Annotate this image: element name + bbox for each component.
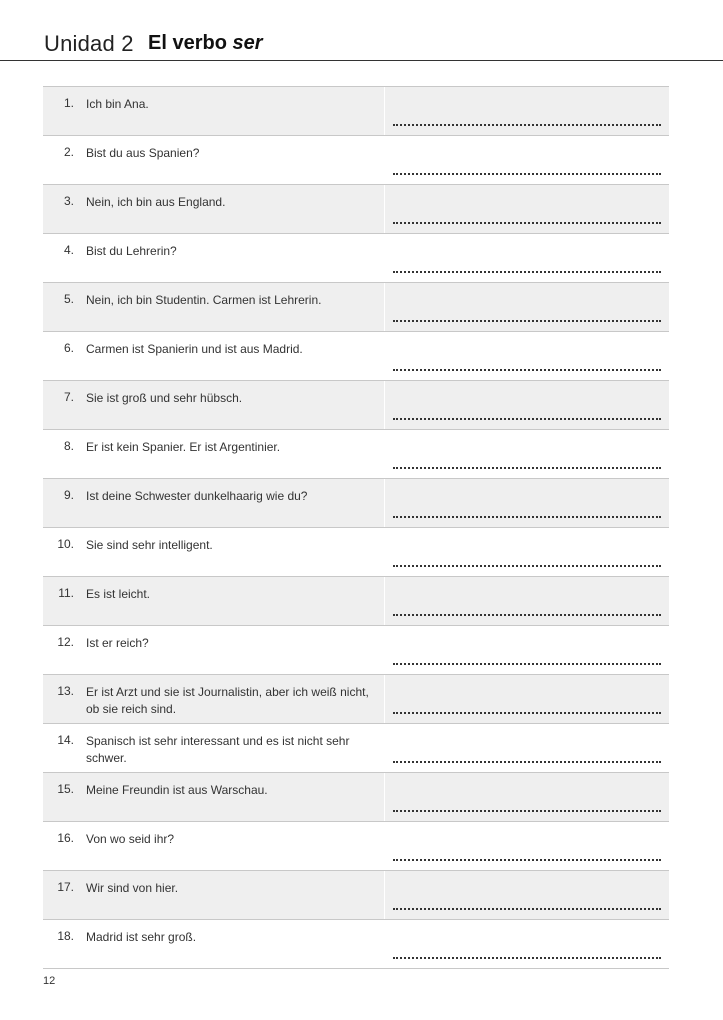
column-divider (384, 87, 385, 135)
exercise-row (43, 577, 669, 626)
exercise-row (43, 136, 669, 185)
column-divider (384, 773, 385, 821)
exercise-sentence: Nein, ich bin aus England. (86, 195, 226, 209)
answer-line[interactable] (393, 369, 661, 371)
column-divider (384, 234, 385, 282)
exercise-sentence: Sie ist groß und sehr hübsch. (86, 391, 243, 405)
exercise-table (43, 86, 669, 969)
exercise-number: 9. (63, 488, 74, 502)
answer-line[interactable] (393, 271, 661, 273)
exercise-row (43, 283, 669, 332)
exercise-row (43, 724, 669, 773)
answer-line[interactable] (393, 614, 661, 616)
answer-line[interactable] (393, 173, 661, 175)
answer-line[interactable] (393, 467, 661, 469)
exercise-number: 6. (63, 341, 74, 355)
exercise-sentence: Es ist leicht. (86, 587, 151, 601)
exercise-sentence: Madrid ist sehr groß. (86, 930, 197, 944)
column-divider (384, 871, 385, 919)
exercise-sentence: Ich bin Ana. (86, 97, 149, 111)
column-divider (384, 528, 385, 576)
answer-line[interactable] (393, 761, 661, 763)
exercise-row (43, 528, 669, 577)
exercise-sentence: Wir sind von hier. (86, 881, 179, 895)
exercise-row (43, 871, 669, 920)
page-title (148, 32, 263, 55)
exercise-sentence: Ist deine Schwester dunkelhaarig wie du? (86, 489, 308, 503)
column-divider (384, 675, 385, 723)
exercise-number: 8. (63, 439, 74, 453)
column-divider (384, 283, 385, 331)
exercise-number: 5. (63, 292, 74, 306)
column-divider (384, 822, 385, 870)
column-divider (384, 332, 385, 380)
answer-line[interactable] (393, 957, 661, 959)
exercise-row (43, 822, 669, 871)
column-divider (384, 136, 385, 184)
exercise-row (43, 626, 669, 675)
exercise-sentence: Nein, ich bin Studentin. Carmen ist Lehrerin. (86, 293, 322, 307)
exercise-row (43, 430, 669, 479)
exercise-sentence: Ist er reich? (86, 636, 149, 650)
exercise-sentence: Meine Freundin ist aus Warschau. (86, 783, 268, 797)
column-divider (384, 724, 385, 772)
exercise-number: 10. (57, 537, 74, 551)
exercise-number: 7. (63, 390, 74, 404)
exercise-number: 18. (57, 929, 74, 943)
exercise-number: 11. (58, 586, 74, 600)
exercise-sentence: Sie sind sehr intelligent. (86, 538, 213, 552)
answer-line[interactable] (393, 418, 661, 420)
exercise-row (43, 234, 669, 283)
exercise-row (43, 381, 669, 430)
exercise-number: 3. (63, 194, 74, 208)
answer-line[interactable] (393, 663, 661, 665)
answer-line[interactable] (393, 908, 661, 910)
answer-line[interactable] (393, 712, 661, 714)
exercise-number: 14. (57, 733, 74, 747)
title-italic: ser (232, 32, 263, 54)
exercise-sentence: Carmen ist Spanierin und ist aus Madrid. (86, 342, 303, 356)
exercise-sentence: Er ist kein Spanier. Er ist Argentinier. (86, 440, 281, 454)
column-divider (384, 920, 385, 968)
answer-line[interactable] (393, 222, 661, 224)
answer-line[interactable] (393, 859, 661, 861)
exercise-number: 2. (63, 145, 74, 159)
column-divider (384, 185, 385, 233)
exercise-sentence: Von wo seid ihr? (86, 832, 175, 846)
exercise-number: 12. (57, 635, 74, 649)
exercise-number: 4. (63, 243, 74, 257)
exercise-sentence: Bist du aus Spanien? (86, 146, 200, 160)
exercise-number: 17. (57, 880, 74, 894)
column-divider (384, 430, 385, 478)
exercise-row (43, 185, 669, 234)
column-divider (384, 479, 385, 527)
exercise-sentence: Bist du Lehrerin? (86, 244, 177, 258)
exercise-row (43, 675, 669, 724)
exercise-number: 16. (57, 831, 74, 845)
title-main: El verbo (148, 32, 233, 54)
exercise-row (43, 479, 669, 528)
unit-label: Unidad 2 (44, 31, 134, 56)
answer-line[interactable] (393, 565, 661, 567)
exercise-row (43, 773, 669, 822)
exercise-number: 1. (63, 96, 74, 110)
exercise-row (43, 920, 669, 969)
answer-line[interactable] (393, 810, 661, 812)
exercise-number: 15. (57, 782, 74, 796)
answer-line[interactable] (393, 320, 661, 322)
exercise-sentence: Spanisch ist sehr interessant und es ist nicht sehr schwer. (86, 734, 350, 765)
column-divider (384, 577, 385, 625)
column-divider (384, 626, 385, 674)
answer-line[interactable] (393, 516, 661, 518)
column-divider (384, 381, 385, 429)
exercise-number: 13. (57, 684, 74, 698)
page-number: 12 (43, 975, 56, 987)
exercise-row (43, 87, 669, 136)
exercise-sentence: Er ist Arzt und sie ist Journalistin, aber ich weiß nicht, ob sie reich sind. (86, 685, 369, 716)
exercise-row (43, 332, 669, 381)
page-header (0, 0, 723, 61)
answer-line[interactable] (393, 124, 661, 126)
